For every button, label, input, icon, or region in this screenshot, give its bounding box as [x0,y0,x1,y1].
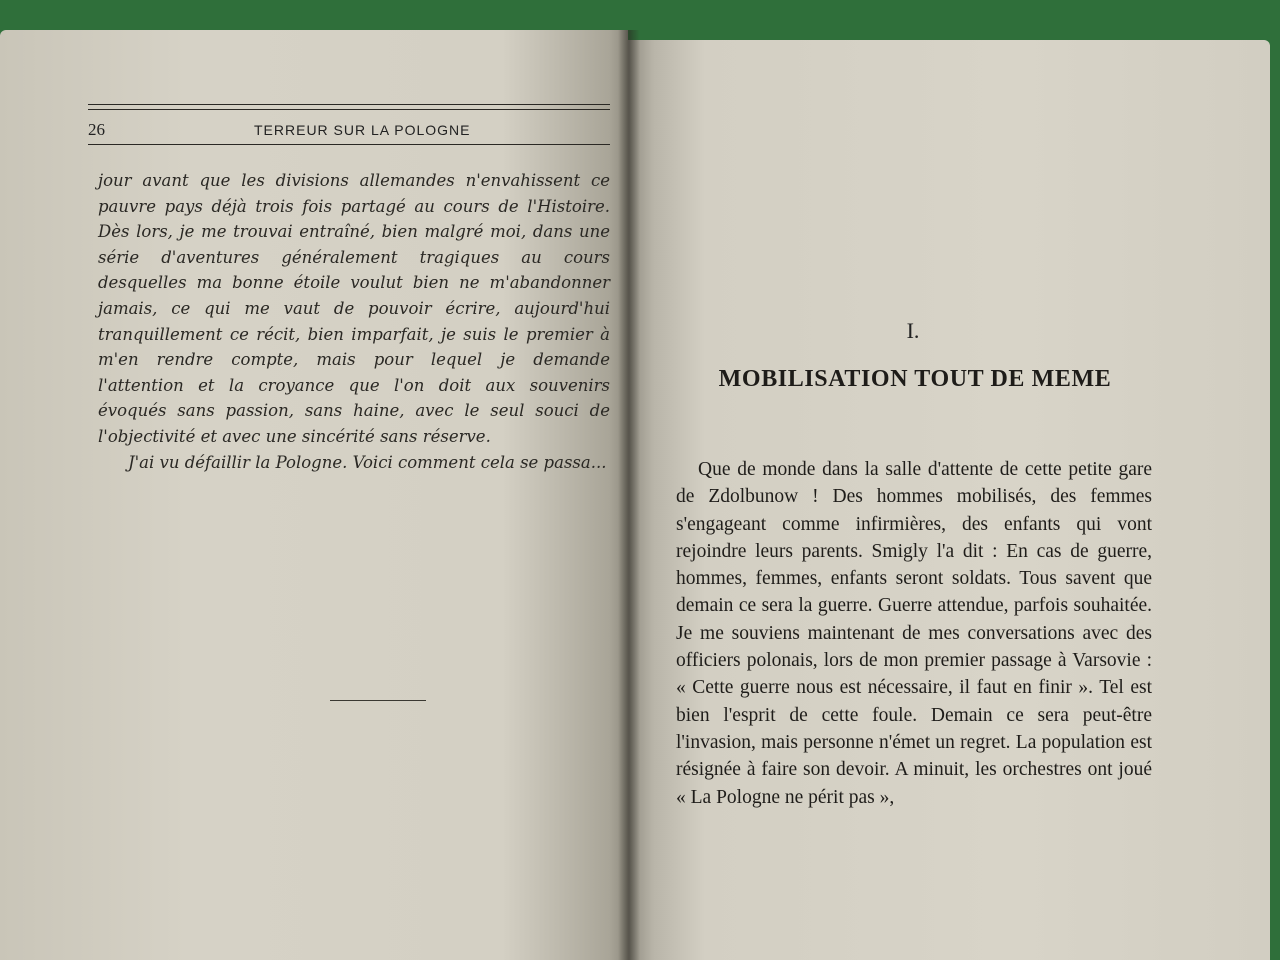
header-rule-top [88,104,610,105]
right-paragraph-1: Que de monde dans la salle d'attente de cette petite gare de Zdolbunow ! Des hommes mobilisés, des femmes s'engageant comme infirmières, des enfants qui vont rejoindre leurs parents. Smigly l'a dit : En cas de guerre, hommes, femmes, enfants seront soldats. Tous savent que demain ce sera la guerre. Guerre attendue, parfois souhaitée. Je me souviens maintenant de mes conversations avec des officiers polonais, lors de mon premier passage à Varsovie : « Cette guerre nous est nécessaire, il faut en finir ». Tel est bien l'esprit de cette foule. Demain ce sera peut-être l'invasion, mais personne n'émet un regret. La population est résignée à faire son devoir. A minuit, les orchestres ont joué « La Pologne ne périt pas », [676,459,1152,808]
chapter-number: I. [906,318,920,343]
left-page-body [98,168,610,475]
page-number: 26 [88,120,105,139]
header-rule-bottom [88,144,610,145]
section-divider [330,700,426,701]
chapter-title: MOBILISATION TOUT DE MEME [718,366,1112,392]
header-rule-second [88,109,610,110]
left-paragraph-2: J'ai vu défaillir la Pologne. Voici comment cela se passa... [128,452,607,472]
running-head [88,100,610,160]
right-page-body [676,456,1152,811]
running-title: TERREUR SUR LA POLOGNE [254,122,471,138]
left-paragraph-1: jour avant que les divisions allemandes n'envahissent ce pauvre pays déjà trois fois partagé au cours de l'Histoire. Dès lors, je me trouvai entraîné, bien malgré moi, dans une série d'aventures généralement tragiques au cours desquelles ma bonne étoile voulut bien ne m'abandonner jamais, ce qui me vaut de pouvoir écrire, aujourd'hui tranquillement ce récit, bien imparfait, je suis le premier à m'en rendre compte, mais pour lequel je demande l'attention et la croyance que l'on doit aux souvenirs évoqués sans passion, sans haine, avec le seul souci de l'objectivité et avec une sincérité sans réserve. [98,171,610,446]
book-gutter [618,30,640,960]
